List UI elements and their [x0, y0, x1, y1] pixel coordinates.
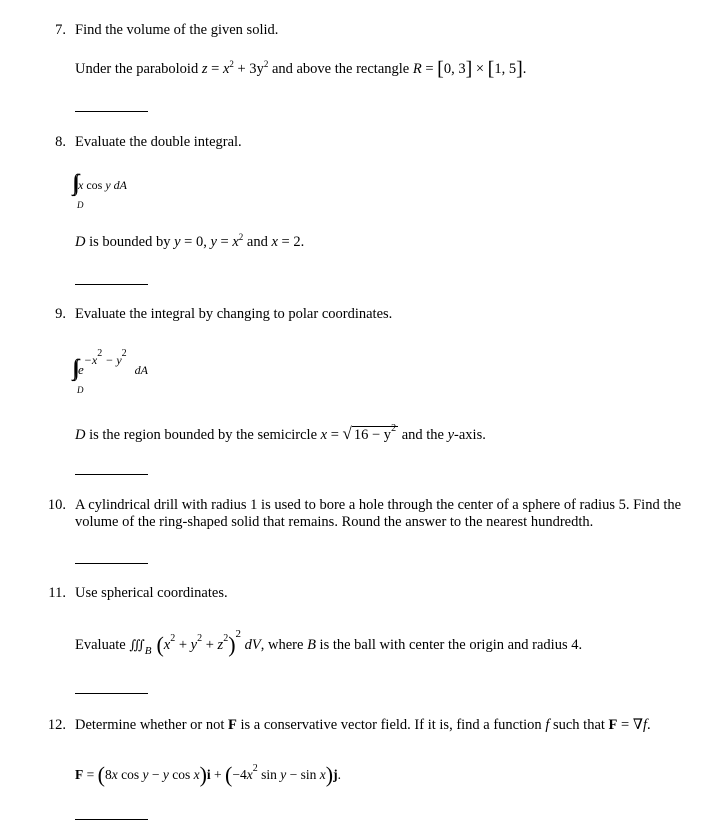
math-differential: dA [134, 363, 148, 377]
triple-integral-sign: ∭ [129, 637, 142, 652]
math-exponent: 2 [121, 348, 127, 359]
double-integral [74, 348, 148, 380]
math-func: sin [257, 767, 281, 782]
math-op: = [83, 767, 98, 782]
math-var: y [105, 178, 111, 192]
body-text: and [243, 234, 272, 250]
problem-number: 8. [55, 134, 66, 150]
math-func: − sin [286, 767, 320, 782]
math-var: x [320, 427, 328, 443]
body-text: is the ball with center the origin and radius 4. [315, 637, 583, 653]
body-text: and the [398, 427, 448, 443]
integrand [78, 178, 127, 192]
math-var: y [210, 234, 217, 250]
problem-number: 11. [48, 585, 66, 601]
math-var: x [78, 178, 84, 192]
body-text: , where [260, 637, 308, 653]
math-var: x [222, 61, 230, 77]
answer-blank[interactable] [75, 111, 148, 112]
math-var: y [447, 427, 455, 443]
problem-prompt: Evaluate the double integral. [75, 134, 242, 150]
interval: 0, 3 [443, 61, 466, 77]
math-var: B [307, 637, 316, 653]
problem-text: A cylindrical drill with radius 1 is used to bore a hole through the center of a sphere of radius 5. Find the volume of the ring-shaped solid that remains. Round the answer to the nearest hundredth. [75, 497, 682, 530]
answer-blank[interactable] [75, 563, 148, 564]
double-integral [74, 172, 127, 195]
math-var: y [190, 637, 198, 653]
math-differential: dA [110, 178, 127, 192]
math-var: x [319, 767, 326, 782]
problem-prompt: Evaluate the integral by changing to polar coordinates. [75, 306, 393, 322]
region-label: B [144, 645, 152, 657]
math-exponent: 2 [229, 59, 234, 69]
problem-number: 9. [55, 306, 66, 322]
left-bracket: [ [437, 58, 444, 80]
outer-exponent: 2 [235, 628, 242, 640]
vector-field: F [608, 717, 618, 733]
left-paren: ( [225, 762, 233, 787]
math-op: − [148, 767, 163, 782]
vector-field: F [75, 767, 84, 782]
answer-blank[interactable] [75, 284, 148, 285]
math-var: y [280, 767, 287, 782]
interval: 1, 5 [494, 61, 517, 77]
math-var: z [217, 637, 224, 653]
problem-condition [75, 424, 486, 444]
right-bracket: ] [465, 58, 473, 80]
math-op: = [207, 61, 223, 77]
period: . [647, 717, 651, 733]
math-op: + [202, 637, 218, 653]
math-exponent: 2 [238, 232, 244, 242]
math-exponent: 2 [223, 633, 229, 644]
answer-blank[interactable] [75, 819, 148, 820]
sqrt-icon: √ [342, 424, 352, 443]
period: . [337, 767, 341, 782]
problem-prompt: Find the volume of the given solid. [75, 22, 279, 38]
answer-blank[interactable] [75, 693, 148, 694]
math-var: −x [83, 353, 98, 367]
math-var: z [201, 61, 208, 77]
math-func: cos [117, 767, 143, 782]
problem-number: 10. [47, 497, 66, 513]
math-op: + [210, 767, 226, 782]
math-var: y [142, 767, 149, 782]
problem-prompt [75, 717, 651, 734]
right-bracket: ] [516, 58, 523, 80]
math-op: = 0, [180, 234, 211, 250]
body-text: Under the paraboloid [75, 61, 202, 77]
math-var: y [256, 61, 264, 77]
body-text: Determine whether or not [75, 717, 229, 733]
right-paren: ) [228, 632, 236, 657]
math-var: y [162, 767, 169, 782]
body-text: such that [549, 717, 609, 733]
unit-vector-i: i [206, 767, 211, 782]
problem-number: 7. [55, 22, 66, 38]
exp-base: e [78, 362, 84, 377]
region-label: D [77, 385, 84, 395]
times-op: × [472, 61, 488, 77]
math-var: x [111, 767, 118, 782]
math-exponent: 2 [170, 633, 176, 644]
math-var: y [174, 234, 181, 250]
coefficient: 8 [104, 767, 112, 782]
math-var: x [246, 767, 253, 782]
math-op: + [175, 637, 191, 653]
math-differential: dV [241, 637, 261, 653]
math-exponent: 2 [197, 633, 203, 644]
body-text: is bounded by [85, 234, 175, 250]
exponent [83, 348, 127, 367]
right-paren: ) [199, 762, 207, 787]
math-var: − y [102, 353, 122, 367]
left-paren: ( [156, 632, 164, 657]
math-var: f [642, 717, 647, 733]
math-op: = [216, 234, 233, 250]
math-exponent: 2 [97, 348, 103, 359]
coefficient: −4 [232, 767, 247, 782]
unit-vector-j: j [333, 767, 338, 782]
vector-field: F [228, 717, 237, 733]
math-exponent: 2 [391, 423, 397, 434]
period: . [522, 61, 527, 77]
math-var: x [232, 234, 239, 250]
radicand [352, 423, 398, 443]
math-func: cos [168, 767, 194, 782]
right-paren: ) [325, 762, 334, 787]
left-paren: ( [97, 762, 105, 787]
problem-number: 12. [47, 717, 66, 733]
math-exponent: 2 [263, 59, 269, 69]
math-op: = [421, 61, 438, 77]
body-text: and above the rectangle [268, 61, 413, 77]
vector-field-equation [75, 762, 341, 788]
math-func: cos [83, 178, 106, 192]
left-bracket: [ [487, 58, 495, 80]
math-op: = [327, 427, 343, 443]
math-var: D [75, 427, 86, 443]
body-text: -axis. [454, 427, 486, 443]
math-exponent: 2 [252, 763, 258, 774]
answer-blank[interactable] [75, 474, 148, 475]
math-var: x [193, 767, 200, 782]
math-op: = 2. [277, 234, 305, 250]
math-op: + 3 [233, 61, 257, 77]
math-var: R [412, 61, 422, 77]
problem-body [75, 628, 583, 658]
problem-prompt: Use spherical coordinates. [75, 585, 228, 601]
problem-body [75, 58, 526, 81]
math-var: x [271, 234, 278, 250]
region-label: D [77, 200, 84, 210]
math-var: D [75, 234, 86, 250]
problem-condition [75, 234, 304, 251]
math-var: x [163, 637, 171, 653]
body-text: Evaluate [75, 637, 130, 653]
math-var: f [545, 717, 550, 733]
body-text: is the region bounded by the semicircle [85, 427, 321, 443]
gradient-op: = ∇ [617, 717, 643, 733]
radicand-expr: 16 − y [353, 427, 392, 443]
body-text: is a conservative vector field. If it is, find a function [236, 717, 546, 733]
